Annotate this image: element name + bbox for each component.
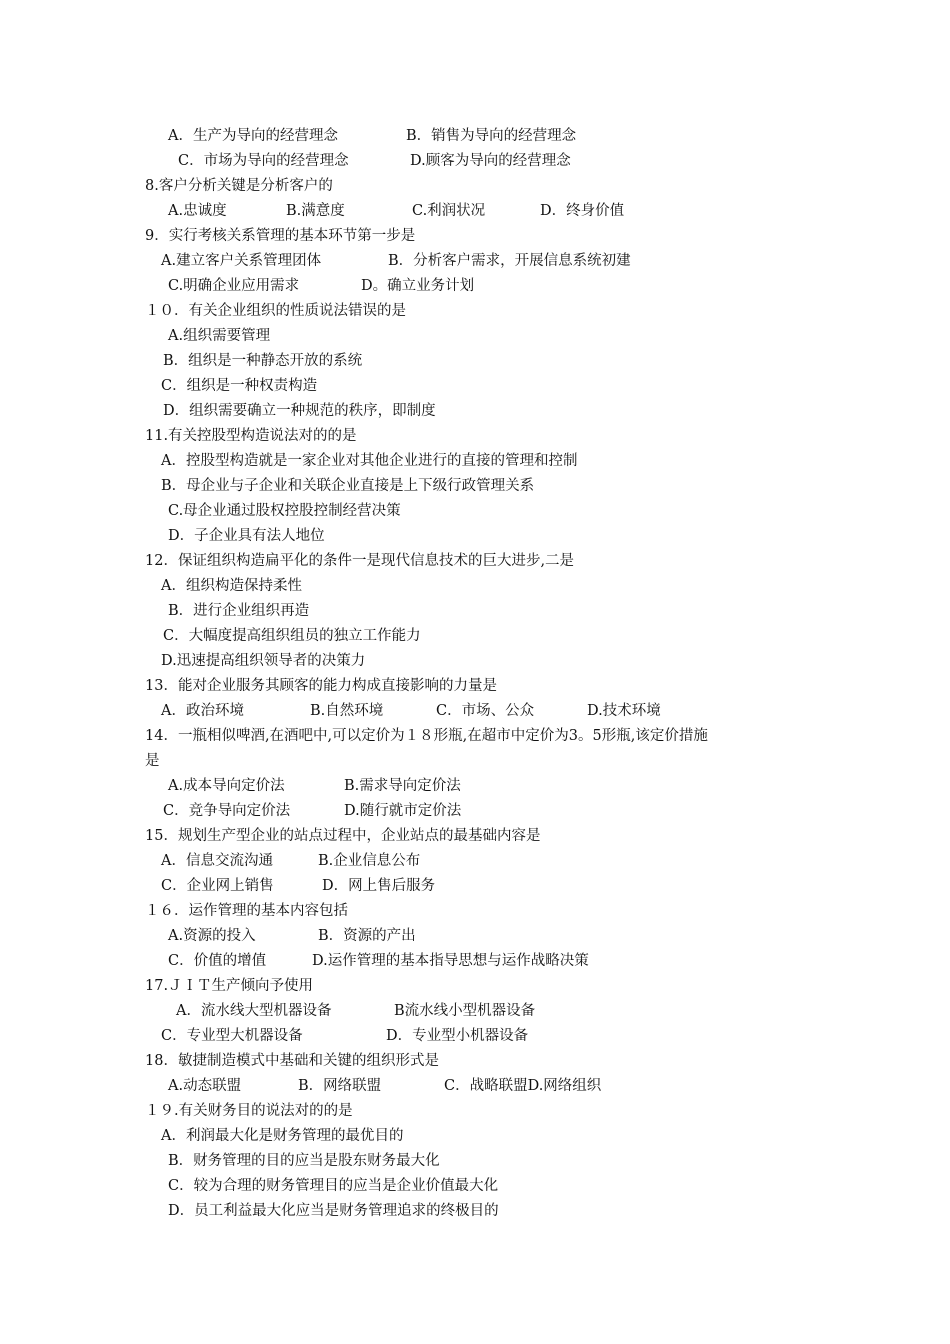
option-a: A．政治环境 xyxy=(161,703,244,719)
option-b: B．进行企业组织再造 xyxy=(168,603,310,619)
question-17: 17.ＪＩＴ生产倾向予使用 xyxy=(145,978,314,994)
option-c: C．竞争导向定价法 xyxy=(163,803,291,819)
option-d: D．网上售后服务 xyxy=(322,878,436,894)
option-c: C.利润状况 xyxy=(412,203,486,219)
option-d: D.顾客为导向的经营理念 xyxy=(410,153,571,169)
option-b: B．组织是一种静态开放的系统 xyxy=(163,353,363,369)
question-11: 11.有关控股型构造说法对的的是 xyxy=(145,428,357,444)
option-a: A.动态联盟 xyxy=(168,1078,242,1094)
option-a: A．利润最大化是财务管理的最优目的 xyxy=(161,1128,404,1144)
option-b: B.需求导向定价法 xyxy=(344,778,461,794)
option-d: D．员工利益最大化应当是财务管理追求的终极目的 xyxy=(168,1203,499,1219)
question-19: １９.有关财务目的说法对的的是 xyxy=(145,1103,353,1119)
option-c: C．企业网上销售 xyxy=(161,878,274,894)
option-c: C．战略联盟D.网络组织 xyxy=(444,1078,602,1094)
option-a: A.资源的投入 xyxy=(168,928,256,944)
option-c: C．组织是一种权责构造 xyxy=(161,378,318,394)
question-9: 9．实行考核关系管理的基本环节第一步是 xyxy=(145,228,416,244)
option-b: B．网络联盟 xyxy=(298,1078,382,1094)
option-c: C．大幅度提高组织组员的独立工作能力 xyxy=(163,628,421,644)
option-d: D.运作管理的基本指导思想与运作战略决策 xyxy=(312,953,589,969)
option-a: A.建立客户关系管理团体 xyxy=(161,253,322,269)
option-b: B．分析客户需求，开展信息系统初建 xyxy=(388,253,631,269)
option-d: D.随行就市定价法 xyxy=(344,803,462,819)
option-b: B．资源的产出 xyxy=(318,928,416,944)
question-10: １０．有关企业组织的性质说法错误的是 xyxy=(145,303,406,319)
option-b: B．销售为导向的经营理念 xyxy=(406,128,577,144)
option-c: C．专业型大机器设备 xyxy=(161,1028,303,1044)
option-d: D．子企业具有法人地位 xyxy=(168,528,325,544)
option-c: C．价值的增值 xyxy=(168,953,267,969)
question-13: 13．能对企业服务其顾客的能力构成直接影响的力量是 xyxy=(145,678,497,694)
option-b: B.企业信息公布 xyxy=(318,853,421,869)
option-a: A.忠诚度 xyxy=(168,203,227,219)
option-c: C．市场、公众 xyxy=(436,703,535,719)
option-b: B流水线小型机器设备 xyxy=(394,1003,536,1019)
option-d: D。确立业务计划 xyxy=(361,278,475,294)
option-c: C．市场为导向的经营理念 xyxy=(178,153,349,169)
option-b: B.自然环境 xyxy=(310,703,384,719)
option-b: B．母企业与子企业和关联企业直接是上下级行政管理关系 xyxy=(161,478,535,494)
option-a: A．流水线大型机器设备 xyxy=(176,1003,332,1019)
question-14-continued: 是 xyxy=(145,753,160,769)
option-a: A．组织构造保持柔性 xyxy=(161,578,302,594)
question-18: 18．敏捷制造模式中基础和关键的组织形式是 xyxy=(145,1053,439,1069)
option-b: B．财务管理的目的应当是股东财务最大化 xyxy=(168,1153,440,1169)
question-12: 12．保证组织构造扁平化的条件一是现代信息技术的巨大进步,二是 xyxy=(145,553,575,569)
option-a: A.成本导向定价法 xyxy=(168,778,285,794)
option-c: C．较为合理的财务管理目的应当是企业价值最大化 xyxy=(168,1178,499,1194)
option-d: D．组织需要确立一种规范的秩序，即制度 xyxy=(163,403,436,419)
option-a: A．信息交流沟通 xyxy=(161,853,273,869)
option-c: C.明确企业应用需求 xyxy=(168,278,300,294)
option-a: A.组织需要管理 xyxy=(168,328,271,344)
option-a: A．控股型构造就是一家企业对其他企业进行的直接的管理和控制 xyxy=(161,453,578,469)
option-d: D．终身价值 xyxy=(540,203,625,219)
option-c: C.母企业通过股权控股控制经营决策 xyxy=(168,503,401,519)
option-d: D.迅速提高组织领导者的决策力 xyxy=(161,653,366,669)
option-d: D．专业型小机器设备 xyxy=(386,1028,529,1044)
question-16: １６．运作管理的基本内容包括 xyxy=(145,903,348,919)
question-15: 15．规划生产型企业的站点过程中，企业站点的最基础内容是 xyxy=(145,828,541,844)
question-8: 8.客户分析关键是分析客户的 xyxy=(145,178,333,194)
option-a: A．生产为导向的经营理念 xyxy=(168,128,338,144)
question-14: 14．一瓶相似啤酒,在酒吧中,可以定价为１８形瓶,在超市中定价为3。5形瓶,该定价措施 xyxy=(145,728,708,744)
option-d: D.技术环境 xyxy=(587,703,661,719)
option-b: B.满意度 xyxy=(286,203,345,219)
